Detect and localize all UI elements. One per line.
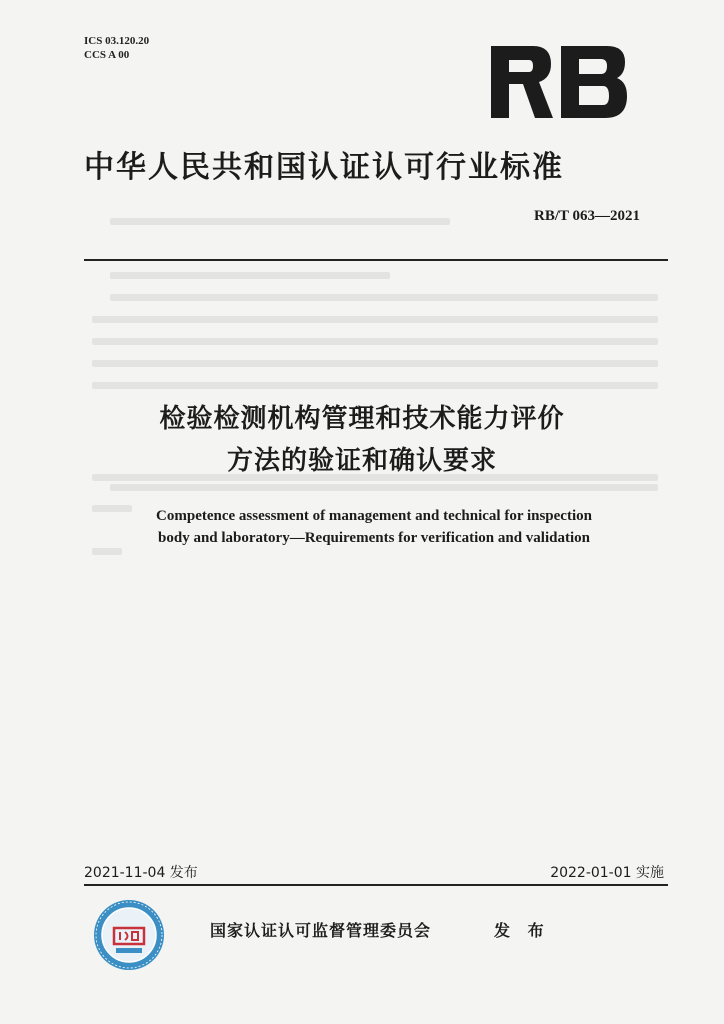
implementation-date: 2022-01-01 实施 — [550, 865, 664, 881]
chinese-title-line-2: 方法的验证和确认要求 — [226, 446, 497, 476]
issue-date: 2021-11-04 发布 — [84, 865, 198, 881]
top-divider — [84, 259, 668, 261]
publisher-name: 国家认证认可监督管理委员会 — [210, 921, 432, 940]
standard-code: RB/T 063—2021 — [534, 208, 640, 224]
rb-logo — [489, 44, 629, 120]
bottom-divider — [84, 884, 668, 886]
ics-code: ICS 03.120.20 — [84, 35, 150, 47]
classification-codes — [84, 34, 149, 62]
chinese-title-line-1: 检验检测机构管理和技术能力评价 — [159, 404, 565, 434]
standard-category-title: 中华人民共和国认证认可行业标准 — [84, 150, 564, 185]
english-title-line-1: Competence assessment of management and technical for inspection — [156, 508, 592, 524]
publish-label: 发 布 — [494, 921, 550, 940]
english-title-line-2: body and laboratory—Requirements for verification and validation — [158, 530, 590, 546]
certification-seal-icon — [92, 898, 166, 972]
ccs-code: CCS A 00 — [84, 49, 130, 61]
